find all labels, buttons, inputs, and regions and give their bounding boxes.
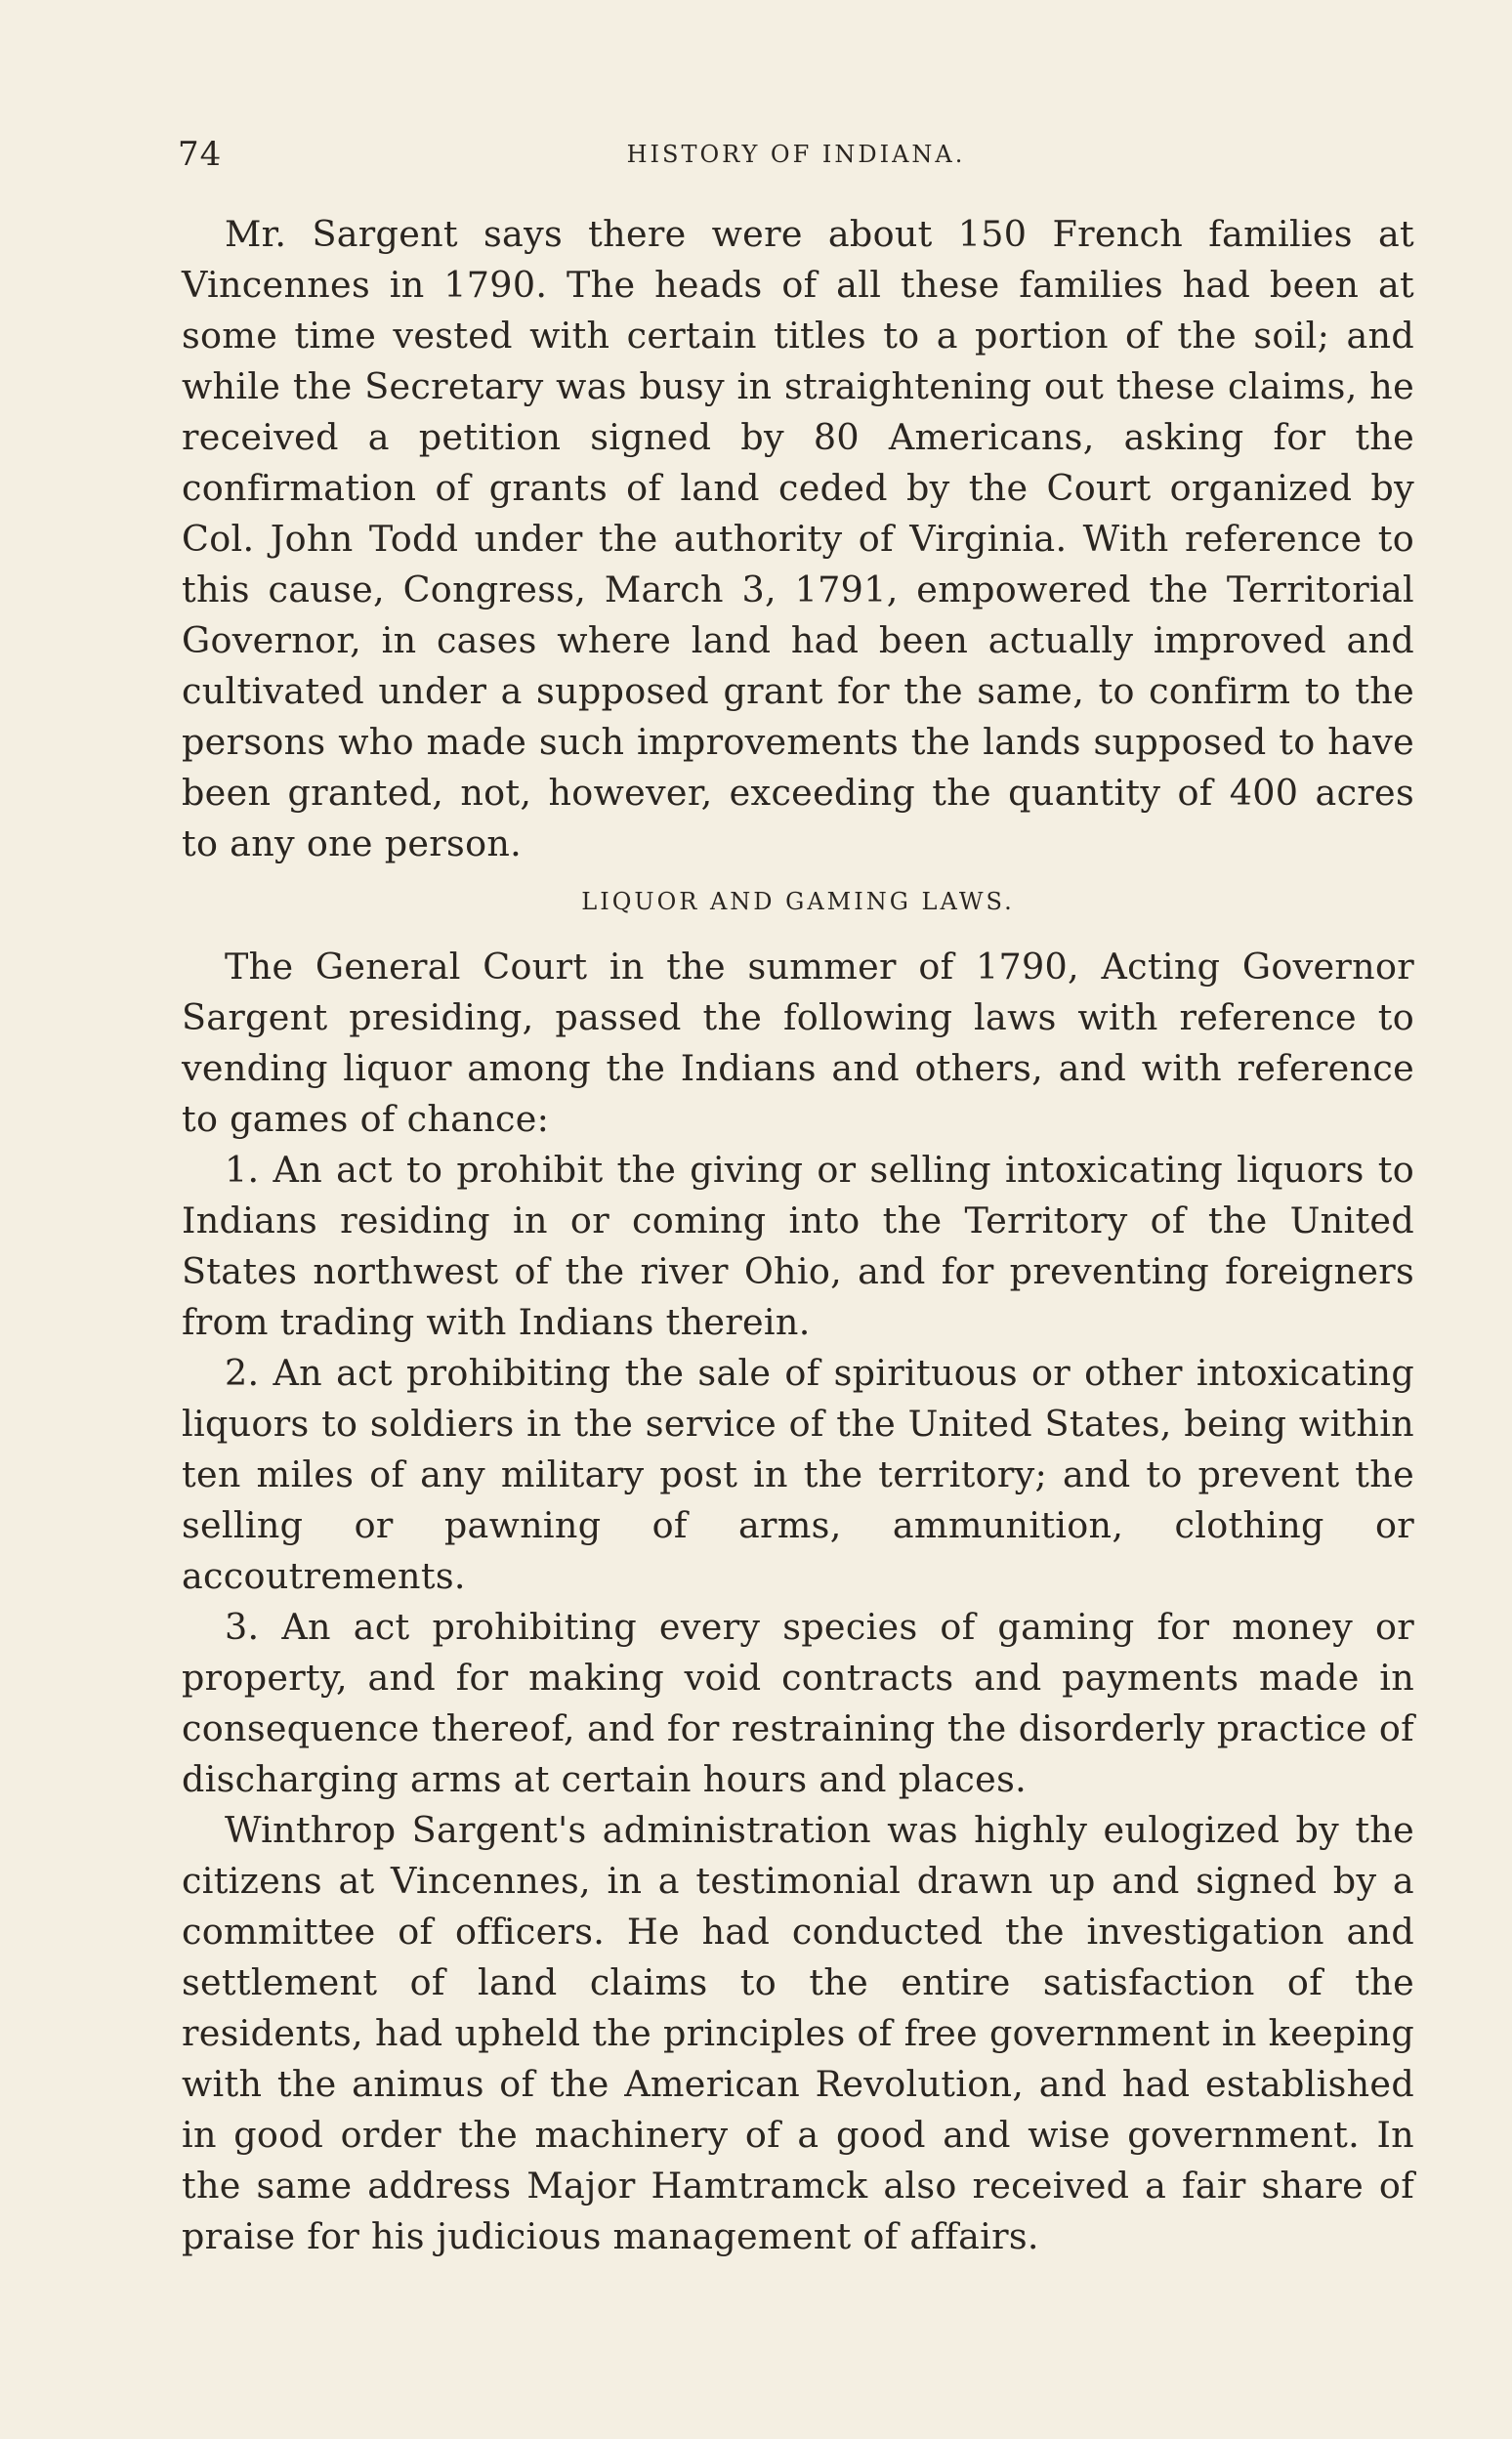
page-number: 74 — [178, 135, 223, 174]
paragraph-general-court: The General Court in the summer of 1790, Acting Governor Sargent presiding, passed the following laws with reference to vending liquor among the Indians and others, and with reference to games of chance: — [182, 946, 1414, 1140]
running-head — [178, 135, 1414, 174]
paragraph-sargent-administration: Winthrop Sargent's administration was highly eulogized by the citizens at Vincennes, in a testimonial drawn up and signed by a committee of officers. He had conducted the investigation and settlement of land claims to the entire satisfaction of the residents, had upheld the principles of free government in keeping with the animus of the American Revolution, and had established in good order the machinery of a good and wise government. In the same address Major Hamtramck also received a fair share of praise for his judicious management of affairs. — [182, 1809, 1414, 2257]
body-text — [182, 209, 1414, 2262]
list-item-3: 3. An act prohibiting every species of gaming for money or property, and for making void contracts and payments made in consequence thereof, and for restraining the disorderly practice of discharging arms at certain hours and places. — [182, 1606, 1414, 1800]
paragraph-land-claims: Mr. Sargent says there were about 150 French families at Vincennes in 1790. The heads of all these families had been at some time vested with certain titles to a portion of the soil; and while the Secretary was busy in straightening out these claims, he received a petition signed by 80 Americans, asking for the confirmation of grants of land ceded by the Court organized by Col. John Todd under the authority of Virginia. With reference to this cause, Congress, March 3, 1791, empowered the Territorial Governor, in cases where land had been actually improved and cultivated under a supposed grant for the same, to confirm to the persons who made such improvements the lands supposed to have been granted, not, however, exceeding the quantity of 400 acres to any one person. — [182, 213, 1414, 864]
list-item-1: 1. An act to prohibit the giving or selling intoxicating liquors to Indians residing in or coming into the Territory of the United States northwest of the river Ohio, and for preventing foreigners from trading with Indians therein. — [182, 1149, 1414, 1343]
section-heading: LIQUOR AND GAMING LAWS. — [581, 888, 1015, 915]
running-title: HISTORY OF INDIANA. — [626, 141, 966, 168]
list-item-2: 2. An act prohibiting the sale of spirituous or other intoxicating liquors to soldiers in the service of the United States, being within ten miles of any military post in the territory; and to prevent the selling or pawning of arms, ammunition, clothing or accoutrements. — [182, 1352, 1414, 1597]
